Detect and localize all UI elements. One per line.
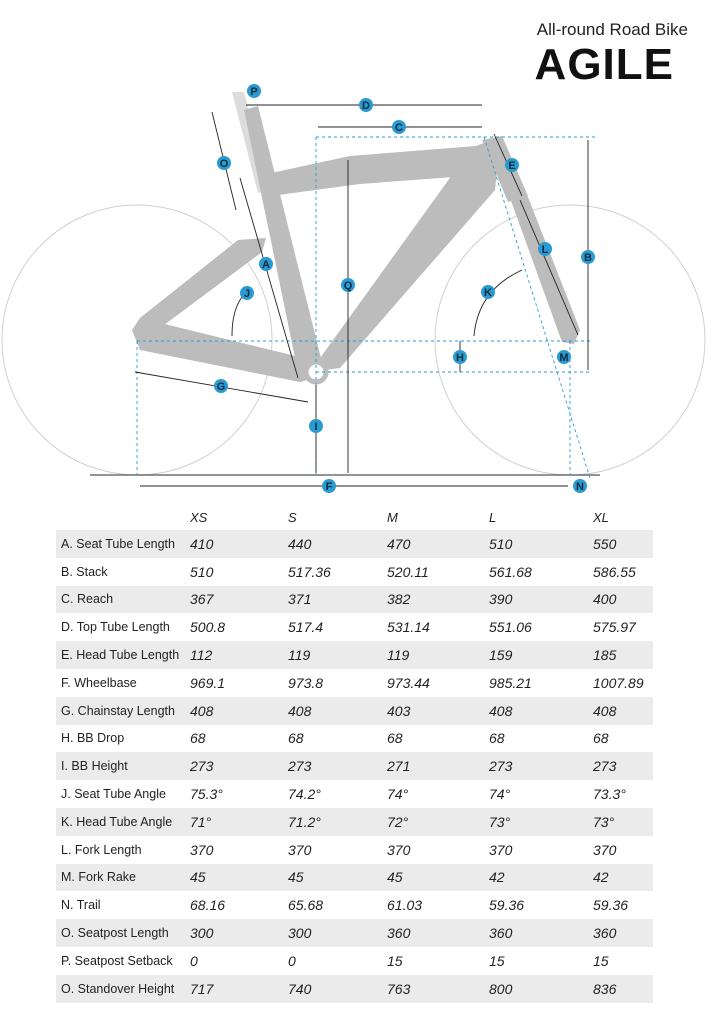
- row-value: 74.2°: [288, 786, 321, 803]
- row-value: 408: [288, 697, 387, 725]
- row-value: 510: [489, 530, 593, 558]
- svg-text:D: D: [362, 100, 370, 112]
- row-value: 300: [190, 919, 288, 947]
- row-value: 68: [489, 730, 505, 747]
- row-value: 112: [190, 641, 288, 669]
- row-value: 65.68: [288, 897, 324, 914]
- size-header: S: [288, 509, 297, 525]
- row-value: 68.16: [190, 897, 226, 914]
- marker-o: [217, 156, 231, 170]
- table-row: [56, 836, 653, 864]
- row-value: 800: [489, 975, 593, 1003]
- row-value: 61.03: [387, 897, 423, 914]
- row-value: 408: [593, 697, 653, 725]
- row-label: I. BB Height: [56, 752, 190, 780]
- row-label: N. Trail: [61, 898, 101, 913]
- svg-text:A: A: [262, 259, 270, 271]
- row-value: 73°: [489, 808, 593, 836]
- marker-b: [581, 250, 595, 264]
- table-row: [56, 864, 653, 892]
- marker-d: [359, 98, 373, 112]
- row-value: 575.97: [593, 619, 636, 636]
- row-value: 740: [288, 975, 387, 1003]
- row-value: 360: [489, 919, 593, 947]
- row-value: 42: [593, 864, 653, 892]
- row-label: J. Seat Tube Angle: [61, 787, 166, 802]
- marker-p: [247, 84, 261, 98]
- brand-title: AGILE: [534, 40, 674, 89]
- row-label: H. BB Drop: [61, 731, 125, 746]
- marker-c: [392, 120, 406, 134]
- dim-line-l: [520, 200, 578, 335]
- row-value: 0: [190, 952, 198, 969]
- row-label: K. Head Tube Angle: [56, 808, 190, 836]
- row-value: 517.36: [288, 563, 331, 580]
- row-value: 408: [190, 697, 288, 725]
- geometry-table: [56, 504, 653, 1003]
- row-value: 360: [387, 919, 489, 947]
- geometry-diagram: [0, 0, 712, 500]
- table-header-blank: [56, 504, 190, 530]
- svg-text:G: G: [216, 381, 226, 393]
- row-value: 717: [190, 975, 288, 1003]
- row-value: 370: [593, 841, 617, 858]
- row-value: 410: [190, 530, 288, 558]
- row-value: 973.44: [387, 674, 430, 691]
- row-value: 72°: [387, 808, 489, 836]
- row-value: 763: [387, 975, 489, 1003]
- svg-text:J: J: [243, 288, 251, 300]
- table-row: [56, 613, 653, 641]
- svg-text:I: I: [314, 421, 318, 433]
- row-value: 42: [489, 864, 593, 892]
- row-value: 271: [387, 752, 489, 780]
- row-value: 119: [288, 641, 387, 669]
- row-value: 408: [489, 697, 593, 725]
- size-header: L: [489, 509, 497, 525]
- size-header: M: [387, 509, 398, 525]
- table-row: [56, 641, 653, 669]
- row-value: 586.55: [593, 563, 636, 580]
- table-row: [56, 947, 653, 975]
- marker-l: [538, 242, 552, 256]
- table-row: [56, 558, 653, 586]
- row-label: O. Seatpost Length: [56, 919, 190, 947]
- row-value: 159: [489, 641, 593, 669]
- row-value: 45: [387, 864, 489, 892]
- svg-text:E: E: [508, 160, 516, 172]
- row-value: 68: [288, 730, 304, 747]
- row-value: 360: [593, 919, 653, 947]
- marker-j: [240, 286, 254, 300]
- row-value: 561.68: [489, 563, 532, 580]
- row-label: L. Fork Length: [61, 842, 142, 857]
- size-header: XS: [190, 509, 208, 525]
- row-value: 45: [288, 864, 387, 892]
- row-value: 551.06: [489, 619, 532, 636]
- row-value: 531.14: [387, 619, 430, 636]
- row-value: 71.2°: [288, 808, 387, 836]
- svg-text:K: K: [484, 287, 492, 299]
- row-value: 371: [288, 586, 387, 614]
- table-row: [56, 697, 653, 725]
- row-value: 1007.89: [593, 674, 644, 691]
- row-value: 500.8: [190, 619, 226, 636]
- table-row: [56, 919, 653, 947]
- row-label: F. Wheelbase: [61, 675, 137, 690]
- row-value: 370: [288, 841, 312, 858]
- table-row: [56, 780, 653, 808]
- row-value: 367: [190, 586, 288, 614]
- row-value: 390: [489, 586, 593, 614]
- row-value: 550: [593, 530, 653, 558]
- row-value: 75.3°: [190, 786, 223, 803]
- row-value: 0: [288, 952, 296, 969]
- row-label: B. Stack: [61, 564, 108, 579]
- marker-i: [309, 419, 323, 433]
- row-value: 382: [387, 586, 489, 614]
- row-value: 273: [288, 752, 387, 780]
- row-value: 59.36: [489, 897, 525, 914]
- row-label: M. Fork Rake: [56, 864, 190, 892]
- seat-stay: [140, 238, 266, 328]
- marker-h: [453, 350, 467, 364]
- svg-text:B: B: [584, 252, 592, 264]
- row-label: C. Reach: [56, 586, 190, 614]
- row-value: 300: [288, 919, 387, 947]
- row-value: 45: [190, 864, 288, 892]
- svg-text:Q: Q: [343, 280, 353, 292]
- row-value: 59.36: [593, 897, 629, 914]
- marker-k: [481, 285, 495, 299]
- table-row: [56, 725, 653, 753]
- row-label: A. Seat Tube Length: [56, 530, 190, 558]
- row-value: 273: [190, 752, 288, 780]
- row-value: 440: [288, 530, 387, 558]
- row-value: 71°: [190, 808, 288, 836]
- svg-text:N: N: [576, 481, 584, 493]
- row-value: 185: [593, 641, 653, 669]
- svg-text:C: C: [395, 122, 403, 134]
- row-value: 510: [190, 563, 214, 580]
- svg-text:F: F: [325, 481, 333, 493]
- svg-text:M: M: [559, 352, 569, 364]
- table-row: [56, 808, 653, 836]
- row-value: 73°: [593, 808, 653, 836]
- marker-f: [322, 479, 336, 493]
- angle-arc-k: [474, 270, 522, 336]
- row-value: 403: [387, 697, 489, 725]
- marker-q: [341, 278, 355, 292]
- table-row: [56, 975, 653, 1003]
- row-value: 370: [190, 841, 214, 858]
- row-value: 400: [593, 586, 653, 614]
- row-label: D. Top Tube Length: [61, 620, 170, 635]
- table-row: [56, 669, 653, 697]
- row-value: 517.4: [288, 619, 324, 636]
- row-label: G. Chainstay Length: [56, 697, 190, 725]
- row-value: 68: [593, 730, 609, 747]
- table-row: [56, 891, 653, 919]
- row-value: 985.21: [489, 674, 532, 691]
- row-label: E. Head Tube Length: [56, 641, 190, 669]
- table-header-row: [56, 504, 653, 530]
- row-value: 520.11: [387, 563, 429, 580]
- fork: [510, 192, 580, 344]
- row-value: 836: [593, 975, 653, 1003]
- size-header: XL: [593, 509, 609, 525]
- row-value: 68: [387, 730, 403, 747]
- marker-g: [214, 379, 228, 393]
- marker-m: [557, 350, 571, 364]
- row-value: 370: [489, 841, 513, 858]
- row-value: 74°: [489, 786, 511, 803]
- svg-text:L: L: [541, 244, 549, 256]
- marker-e: [505, 158, 519, 172]
- table-row: [56, 586, 653, 614]
- row-value: 68: [190, 730, 206, 747]
- svg-text:P: P: [250, 86, 258, 98]
- brand-subtitle: All-round Road Bike: [536, 20, 688, 39]
- row-value: 119: [387, 641, 489, 669]
- row-value: 969.1: [190, 674, 226, 691]
- row-value: 973.8: [288, 674, 324, 691]
- row-value: 15: [387, 952, 403, 969]
- row-value: 74°: [387, 786, 409, 803]
- table-row: [56, 530, 653, 558]
- svg-text:H: H: [456, 352, 464, 364]
- ref-line-steering-axis: [484, 137, 590, 478]
- table-row: [56, 752, 653, 780]
- svg-text:O: O: [219, 158, 229, 170]
- row-value: 15: [593, 952, 609, 969]
- marker-a: [259, 257, 273, 271]
- row-value: 73.3°: [593, 786, 626, 803]
- row-value: 370: [387, 841, 411, 858]
- marker-n: [573, 479, 587, 493]
- row-value: 273: [489, 752, 593, 780]
- row-value: 470: [387, 530, 489, 558]
- row-label: P. Seatpost Setback: [61, 953, 173, 968]
- row-value: 15: [489, 952, 505, 969]
- row-value: 273: [593, 752, 653, 780]
- row-label: O. Standover Height: [56, 975, 190, 1003]
